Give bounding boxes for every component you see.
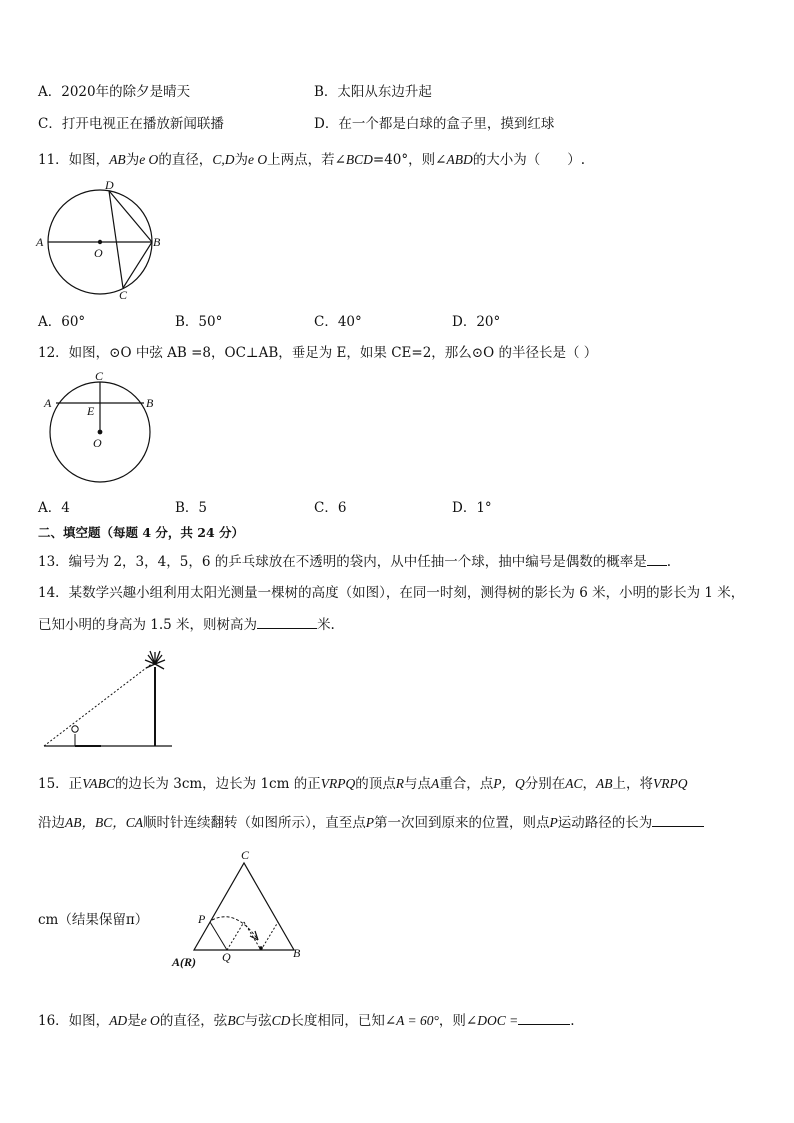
- q12-option-b: B．5: [175, 500, 208, 516]
- q12-option-a: A．4: [38, 500, 70, 516]
- q13-stem: 13．编号为 2，3，4，5，6 的乒乓球放在不透明的袋内，从中任抽一个球，抽中编号是偶数的概率是 .: [38, 551, 671, 571]
- q11-option-c: C．40°: [314, 314, 362, 330]
- q15-label-p: P: [198, 912, 206, 926]
- q12-option-d: D．1°: [452, 500, 492, 516]
- q12-option-c: C．6: [314, 500, 347, 516]
- q12-label-b: B: [146, 396, 154, 410]
- q11-label-b: B: [153, 235, 161, 249]
- q15-triangle-figure: [171, 848, 301, 969]
- q15-label-c: C: [241, 848, 250, 862]
- q12-circle-figure: [43, 369, 154, 482]
- q11-option-b: B．50°: [175, 314, 223, 330]
- q16-stem: 16．如图，AD是e O的直径，弦BC与弦CD长度相同，已知∠A = 60°，则∠DOC = .: [38, 1010, 575, 1030]
- q15-label-q: Q: [222, 950, 231, 964]
- q14-line2: 已知小明的身高为 1.5 米，则树高为 米.: [38, 614, 335, 634]
- q15-label-ar: A(R): [172, 955, 196, 969]
- q11-option-d: D．20°: [452, 314, 501, 330]
- q15-line2: 沿边AB，BC，CA顺时针连续翻转（如图所示），直至点P第一次回到原来的位置，则点P运动路径的长为: [38, 812, 704, 832]
- q12-label-e: E: [87, 404, 95, 418]
- q11-label-a: A: [36, 235, 44, 249]
- q14-line1: 14．某数学兴趣小组利用太阳光测量一棵树的高度（如图），在同一时刻，测得树的影长为 6 米，小明的影长为 1 米，: [38, 585, 745, 601]
- q15-label-b: B: [293, 946, 301, 960]
- q12-label-o: O: [93, 436, 102, 450]
- q16-answer-blank: [518, 1010, 570, 1025]
- q10-option-a: A．2020年的除夕是晴天: [38, 84, 191, 100]
- q11-label-c: C: [119, 288, 128, 302]
- q10-option-c: C．打开电视正在播放新闻联播: [38, 116, 224, 132]
- q11-label-d: D: [105, 178, 114, 192]
- q10-option-b: B．太阳从东边升起: [314, 84, 432, 100]
- q12-label-a: A: [44, 396, 52, 410]
- q14-tree-figure: [44, 651, 172, 746]
- q11-stem: 11．如图，AB为e O的直径，C,D为e O上两点，若∠BCD=40°，则∠ABD的大小为（ ）.: [38, 152, 585, 168]
- q10-option-d: D．在一个都是白球的盒子里，摸到红球: [314, 116, 555, 132]
- q11-label-o: O: [94, 246, 103, 260]
- q14-answer-blank: [257, 614, 317, 629]
- section-heading: 二、填空题（每题 4 分，共 24 分）: [38, 525, 245, 540]
- q12-label-c: C: [95, 369, 104, 383]
- q15-line3: cm（结果保留π）: [38, 912, 149, 928]
- q13-answer-blank: [647, 551, 667, 566]
- q11-option-a: A．60°: [38, 314, 86, 330]
- q15-answer-blank: [652, 812, 704, 827]
- q15-line1: 15．正VABC的边长为 3cm，边长为 1cm 的正VRPQ的顶点R与点A重合，点P，Q分别在AC，AB上，将VRPQ: [38, 776, 688, 792]
- q12-stem: 12．如图，⊙O 中弦 AB =8，OC⊥AB，垂足为 E，如果 CE=2，那么⊙O 的半径长是（ ）: [38, 345, 598, 361]
